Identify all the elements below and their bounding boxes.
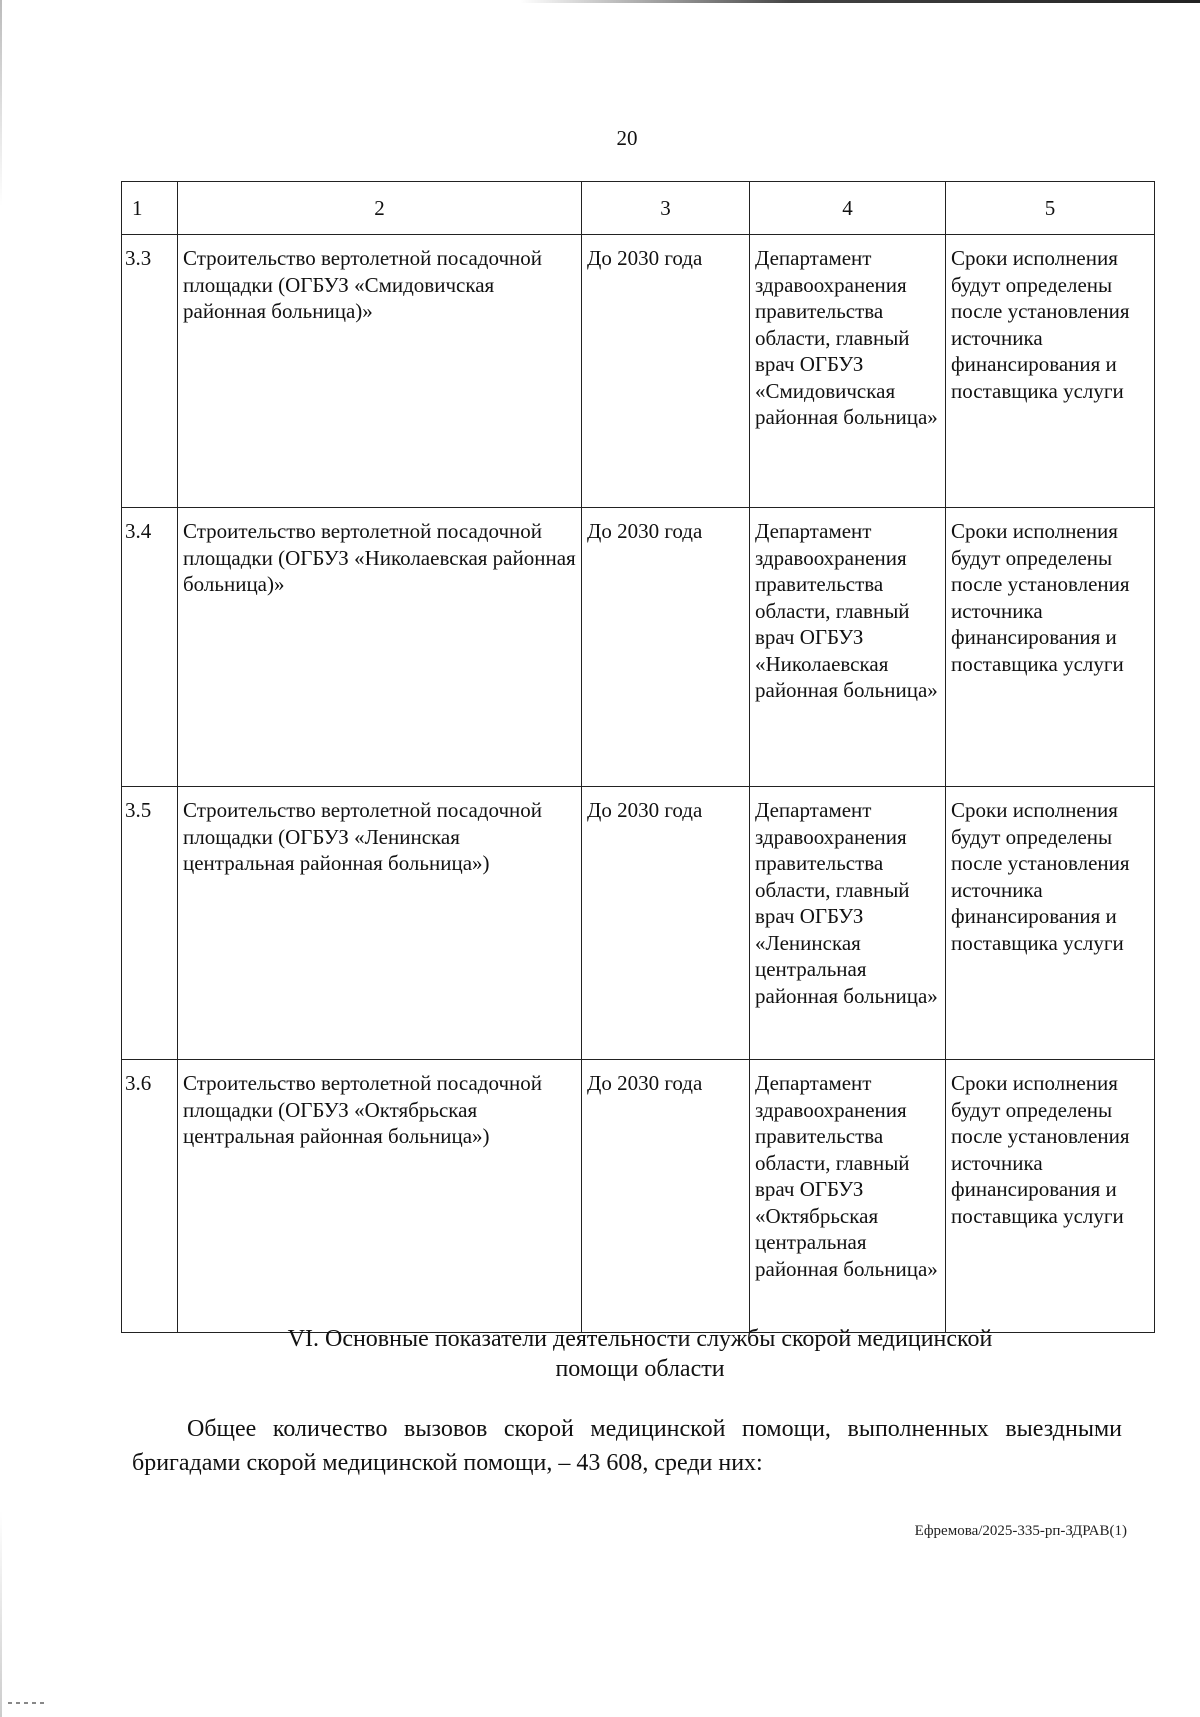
- section-heading: [160, 1324, 1120, 1384]
- row-funding: Сроки исполнения будут определены после установления источника финансирования и поставщика услуги: [946, 1060, 1155, 1333]
- row-deadline: До 2030 года: [582, 235, 750, 508]
- row-funding: Сроки исполнения будут определены после установления источника финансирования и поставщика услуги: [946, 787, 1155, 1060]
- section-heading-line-1: VI. Основные показатели деятельности службы скорой медицинской: [287, 1326, 993, 1352]
- table-row: [122, 787, 1155, 1060]
- table-row: [122, 1060, 1155, 1333]
- row-action: Строительство вертолетной посадочной площадки (ОГБУЗ «Николаевская районная больница)»: [178, 508, 582, 787]
- row-action: Строительство вертолетной посадочной площадки (ОГБУЗ «Ленинская центральная районная больница»): [178, 787, 582, 1060]
- row-action: Строительство вертолетной посадочной площадки (ОГБУЗ «Смидовичская районная больница)»: [178, 235, 582, 508]
- row-deadline: До 2030 года: [582, 787, 750, 1060]
- scan-edge-top: [520, 0, 1200, 3]
- row-funding: Сроки исполнения будут определены после установления источника финансирования и поставщика услуги: [946, 508, 1155, 787]
- section-heading-line-2: помощи области: [555, 1356, 725, 1382]
- body-paragraph: Общее количество вызовов скорой медицинской помощи, выполненных выездными бригадами скорой медицинской помощи, – 43 608, среди них:: [132, 1416, 1122, 1476]
- row-deadline: До 2030 года: [582, 1060, 750, 1333]
- row-funding: Сроки исполнения будут определены после установления источника финансирования и поставщика услуги: [946, 235, 1155, 508]
- header-col-2: 2: [178, 182, 582, 235]
- header-col-4: 4: [750, 182, 946, 235]
- header-col-1: 1: [122, 182, 178, 235]
- header-col-5: 5: [946, 182, 1155, 235]
- row-action: Строительство вертолетной посадочной площадки (ОГБУЗ «Октябрьская центральная районная больница»): [178, 1060, 582, 1333]
- document-code: Ефремова/2025-335-рп-ЗДРАВ(1): [914, 1523, 1127, 1539]
- table-row: [122, 508, 1155, 787]
- row-deadline: До 2030 года: [582, 508, 750, 787]
- table-header-row: [122, 182, 1155, 235]
- row-number: 3.6: [122, 1060, 178, 1333]
- row-number: 3.4: [122, 508, 178, 787]
- row-number: 3.3: [122, 235, 178, 508]
- scan-edge-left: [0, 0, 2, 1717]
- row-number: 3.5: [122, 787, 178, 1060]
- row-responsible: Департамент здравоохранения правительства области, главный врач ОГБУЗ «Ленинская центральная районная больница»: [750, 787, 946, 1060]
- row-responsible: Департамент здравоохранения правительства области, главный врач ОГБУЗ «Октябрьская центральная районная больница»: [750, 1060, 946, 1333]
- row-responsible: Департамент здравоохранения правительства области, главный врач ОГБУЗ «Смидовичская районная больница»: [750, 235, 946, 508]
- table-row: [122, 235, 1155, 508]
- row-responsible: Департамент здравоохранения правительства области, главный врач ОГБУЗ «Николаевская районная больница»: [750, 508, 946, 787]
- page-number: 20: [616, 126, 638, 150]
- scan-mark: [8, 1702, 48, 1704]
- header-col-3: 3: [582, 182, 750, 235]
- measures-table: [121, 181, 1155, 1333]
